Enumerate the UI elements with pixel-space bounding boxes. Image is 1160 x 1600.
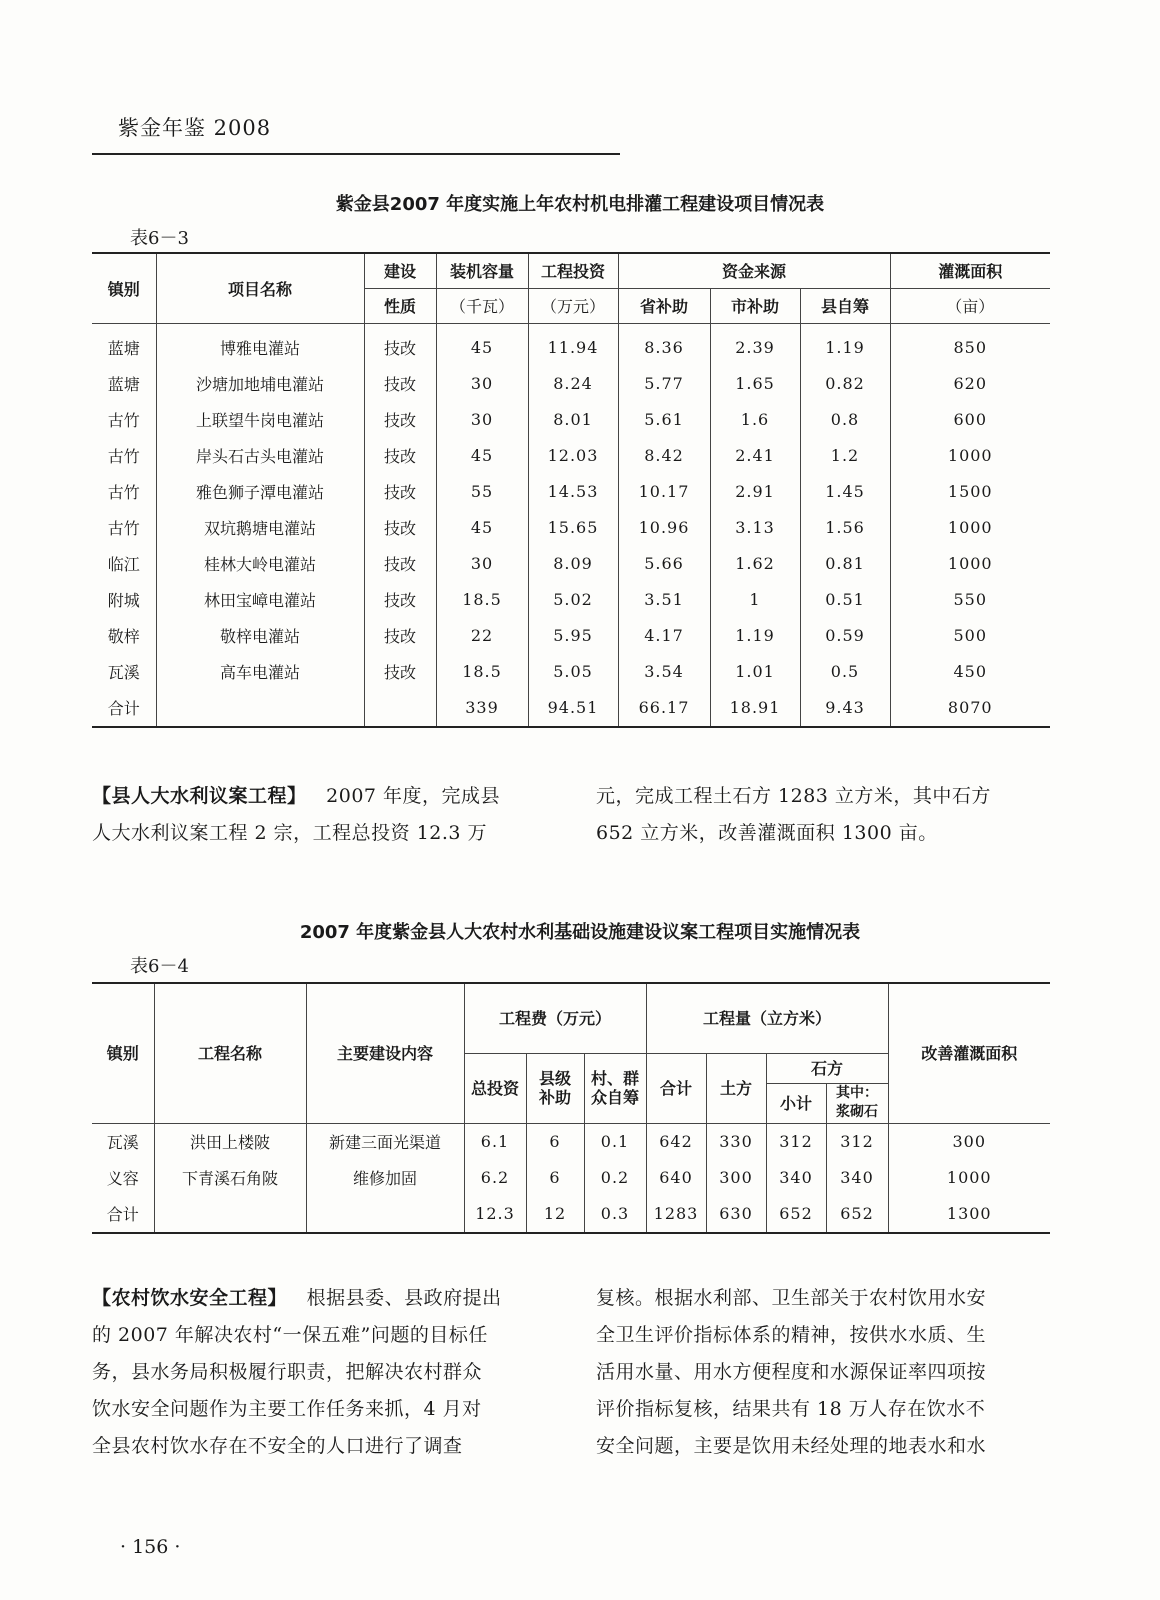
col-funding: 资金来源 xyxy=(618,253,890,288)
cell-project: 桂林大岭电灌站 xyxy=(156,546,364,582)
table2-number: 表6－4 xyxy=(130,956,189,977)
cell-municipal: 3.13 xyxy=(710,510,800,546)
section2-left-column xyxy=(92,1280,562,1465)
cell-provincial: 10.17 xyxy=(618,474,710,510)
cell-investment: 11.94 xyxy=(528,323,618,366)
col-town: 镇别 xyxy=(92,983,154,1123)
cell-municipal: 2.39 xyxy=(710,323,800,366)
col-masonry-line: 浆砌石 xyxy=(836,1104,878,1120)
col-investment-1: 工程投资 xyxy=(528,253,618,288)
col-masonry xyxy=(826,1083,888,1123)
col-earth: 土方 xyxy=(706,1053,766,1123)
table-row xyxy=(92,474,1050,510)
col-provincial: 省补助 xyxy=(618,288,710,323)
cell-project: 岸头石古头电灌站 xyxy=(156,438,364,474)
table-row xyxy=(92,1123,1050,1160)
cell-capacity: 30 xyxy=(436,546,528,582)
table1-number: 表6－3 xyxy=(130,228,189,249)
cell-total: 1283 xyxy=(646,1196,706,1233)
cell-subtotal: 312 xyxy=(766,1123,826,1160)
cell-area: 500 xyxy=(890,618,1050,654)
cell-capacity: 30 xyxy=(436,402,528,438)
cell-investment: 5.05 xyxy=(528,654,618,690)
cell-investment: 8.24 xyxy=(528,366,618,402)
cell-capacity: 30 xyxy=(436,366,528,402)
col-content: 主要建设内容 xyxy=(306,983,464,1123)
cell-area: 1500 xyxy=(890,474,1050,510)
col-county-subsidy-line: 县级 xyxy=(538,1069,571,1088)
section2-text: 饮水安全问题作为主要工作任务来抓，4 月对 xyxy=(92,1398,482,1420)
col-cost: 工程费（万元） xyxy=(464,983,646,1053)
section2-text: 活用水量、用水方便程度和水源保证率四项按 xyxy=(596,1361,987,1383)
cell-project: 雅色狮子潭电灌站 xyxy=(156,474,364,510)
cell-town: 合计 xyxy=(92,690,156,727)
cell-investment: 5.95 xyxy=(528,618,618,654)
cell-content: 维修加固 xyxy=(306,1160,464,1196)
cell-nature: 技改 xyxy=(364,402,436,438)
col-area-1: 灌溉面积 xyxy=(890,253,1050,288)
cell-total-investment: 6.2 xyxy=(464,1160,526,1196)
cell-provincial: 66.17 xyxy=(618,690,710,727)
cell-capacity: 45 xyxy=(436,323,528,366)
cell-town: 瓦溪 xyxy=(92,654,156,690)
cell-project: 沙塘加地埔电灌站 xyxy=(156,366,364,402)
cell-nature: 技改 xyxy=(364,366,436,402)
cell-nature: 技改 xyxy=(364,546,436,582)
cell-project: 敬梓电灌站 xyxy=(156,618,364,654)
table1-title: 紫金县2007 年度实施上年农村机电排灌工程建设项目情况表 xyxy=(335,194,825,215)
cell-county: 0.59 xyxy=(800,618,890,654)
col-nature-1: 建设 xyxy=(364,253,436,288)
running-head: 紫金年鉴 2008 xyxy=(118,116,272,140)
cell-self-raised: 0.1 xyxy=(584,1123,646,1160)
cell-town: 古竹 xyxy=(92,438,156,474)
cell-nature: 技改 xyxy=(364,618,436,654)
cell-project: 博雅电灌站 xyxy=(156,323,364,366)
cell-area: 1000 xyxy=(890,546,1050,582)
section2-text: 全县农村饮水存在不安全的人口进行了调查 xyxy=(92,1435,463,1457)
cell-project: 双坑鹅塘电灌站 xyxy=(156,510,364,546)
cell-provincial: 8.36 xyxy=(618,323,710,366)
col-county: 县自筹 xyxy=(800,288,890,323)
cell-investment: 8.01 xyxy=(528,402,618,438)
cell-area: 850 xyxy=(890,323,1050,366)
section2-text: 评价指标复核，结果共有 18 万人存在饮水不 xyxy=(596,1398,986,1420)
cell-capacity: 45 xyxy=(436,510,528,546)
cell-town: 古竹 xyxy=(92,510,156,546)
section2-text: 的 2007 年解决农村“一保五难”问题的目标任 xyxy=(92,1324,488,1346)
cell-county: 0.51 xyxy=(800,582,890,618)
cell-area: 620 xyxy=(890,366,1050,402)
cell-provincial: 10.96 xyxy=(618,510,710,546)
table-total-row xyxy=(92,690,1050,727)
col-municipal: 市补助 xyxy=(710,288,800,323)
table-row xyxy=(92,510,1050,546)
section2-text: 全卫生评价指标体系的精神，按供水水质、生 xyxy=(596,1324,987,1346)
cell-subtotal: 652 xyxy=(766,1196,826,1233)
col-town: 镇别 xyxy=(92,253,156,323)
table1 xyxy=(92,252,1050,728)
cell-project xyxy=(156,690,364,727)
section2-right-column xyxy=(596,1280,1066,1465)
cell-town: 敬梓 xyxy=(92,618,156,654)
cell-provincial: 4.17 xyxy=(618,618,710,654)
cell-nature: 技改 xyxy=(364,510,436,546)
section1-text: 元，完成工程土石方 1283 立方米，其中石方 xyxy=(596,785,991,807)
col-project: 项目名称 xyxy=(156,253,364,323)
cell-capacity: 22 xyxy=(436,618,528,654)
cell-earth: 630 xyxy=(706,1196,766,1233)
cell-investment: 5.02 xyxy=(528,582,618,618)
cell-county-subsidy: 6 xyxy=(526,1160,584,1196)
cell-masonry: 652 xyxy=(826,1196,888,1233)
cell-municipal: 1 xyxy=(710,582,800,618)
header-rule xyxy=(92,153,620,155)
cell-content xyxy=(306,1196,464,1233)
cell-town: 义容 xyxy=(92,1160,154,1196)
cell-nature: 技改 xyxy=(364,582,436,618)
cell-town: 临江 xyxy=(92,546,156,582)
cell-capacity: 55 xyxy=(436,474,528,510)
cell-area: 1000 xyxy=(890,510,1050,546)
cell-investment: 14.53 xyxy=(528,474,618,510)
cell-town: 瓦溪 xyxy=(92,1123,154,1160)
cell-county-subsidy: 12 xyxy=(526,1196,584,1233)
col-nature-2: 性质 xyxy=(364,288,436,323)
table2-title: 2007 年度紫金县人大农村水利基础设施建设议案工程项目实施情况表 xyxy=(299,922,861,943)
cell-municipal: 1.62 xyxy=(710,546,800,582)
cell-municipal: 1.19 xyxy=(710,618,800,654)
cell-county: 0.8 xyxy=(800,402,890,438)
cell-name xyxy=(154,1196,306,1233)
cell-town: 古竹 xyxy=(92,402,156,438)
cell-total-investment: 6.1 xyxy=(464,1123,526,1160)
col-masonry-line: 其中： xyxy=(836,1085,878,1101)
cell-nature: 技改 xyxy=(364,474,436,510)
col-capacity-2: （千瓦） xyxy=(436,288,528,323)
cell-nature: 技改 xyxy=(364,438,436,474)
table-row xyxy=(92,366,1050,402)
cell-capacity: 18.5 xyxy=(436,654,528,690)
cell-county: 1.19 xyxy=(800,323,890,366)
cell-town: 附城 xyxy=(92,582,156,618)
cell-municipal: 2.41 xyxy=(710,438,800,474)
col-investment-2: （万元） xyxy=(528,288,618,323)
cell-area: 1300 xyxy=(888,1196,1050,1233)
cell-town: 蓝塘 xyxy=(92,366,156,402)
cell-masonry: 340 xyxy=(826,1160,888,1196)
cell-subtotal: 340 xyxy=(766,1160,826,1196)
section1-right-column xyxy=(596,778,1056,852)
section2-text: 根据县委、县政府提出 xyxy=(306,1287,502,1309)
cell-area: 450 xyxy=(890,654,1050,690)
table-row xyxy=(92,654,1050,690)
cell-capacity: 339 xyxy=(436,690,528,727)
col-total-investment: 总投资 xyxy=(464,1053,526,1123)
cell-project: 林田宝嶂电灌站 xyxy=(156,582,364,618)
cell-provincial: 3.51 xyxy=(618,582,710,618)
cell-municipal: 1.01 xyxy=(710,654,800,690)
col-subtotal: 小计 xyxy=(766,1083,826,1123)
section2-lead: 【农村饮水安全工程】 xyxy=(92,1287,288,1309)
cell-self-raised: 0.2 xyxy=(584,1160,646,1196)
cell-area: 8070 xyxy=(890,690,1050,727)
cell-investment: 8.09 xyxy=(528,546,618,582)
cell-area: 1000 xyxy=(888,1160,1050,1196)
cell-provincial: 5.66 xyxy=(618,546,710,582)
cell-provincial: 8.42 xyxy=(618,438,710,474)
col-self-raised-line: 村、群 xyxy=(590,1069,639,1088)
cell-town: 合计 xyxy=(92,1196,154,1233)
table-row xyxy=(92,582,1050,618)
section1-text: 652 立方米，改善灌溉面积 1300 亩。 xyxy=(596,822,938,844)
cell-nature: 技改 xyxy=(364,323,436,366)
section2-text: 安全问题，主要是饮用未经处理的地表水和水 xyxy=(596,1435,987,1457)
cell-nature: 技改 xyxy=(364,654,436,690)
cell-self-raised: 0.3 xyxy=(584,1196,646,1233)
cell-area: 300 xyxy=(888,1123,1050,1160)
cell-project: 高车电灌站 xyxy=(156,654,364,690)
cell-town: 古竹 xyxy=(92,474,156,510)
col-volume: 工程量（立方米） xyxy=(646,983,888,1053)
table-row xyxy=(92,618,1050,654)
cell-earth: 330 xyxy=(706,1123,766,1160)
cell-investment: 94.51 xyxy=(528,690,618,727)
table2 xyxy=(92,982,1050,1234)
table-row xyxy=(92,438,1050,474)
cell-county: 1.56 xyxy=(800,510,890,546)
col-capacity-1: 装机容量 xyxy=(436,253,528,288)
cell-provincial: 3.54 xyxy=(618,654,710,690)
cell-municipal: 2.91 xyxy=(710,474,800,510)
cell-county: 0.81 xyxy=(800,546,890,582)
col-area: 改善灌溉面积 xyxy=(888,983,1050,1123)
cell-county: 9.43 xyxy=(800,690,890,727)
col-total: 合计 xyxy=(646,1053,706,1123)
section1-text: 2007 年度，完成县 xyxy=(326,785,501,807)
cell-county: 1.2 xyxy=(800,438,890,474)
table-row xyxy=(92,546,1050,582)
table-total-row xyxy=(92,1196,1050,1233)
cell-municipal: 1.65 xyxy=(710,366,800,402)
cell-municipal: 18.91 xyxy=(710,690,800,727)
cell-capacity: 18.5 xyxy=(436,582,528,618)
cell-name: 下青溪石角陂 xyxy=(154,1160,306,1196)
cell-area: 600 xyxy=(890,402,1050,438)
col-self-raised-line: 众自筹 xyxy=(590,1088,639,1107)
cell-county: 0.82 xyxy=(800,366,890,402)
cell-total: 640 xyxy=(646,1160,706,1196)
cell-county: 0.5 xyxy=(800,654,890,690)
cell-nature xyxy=(364,690,436,727)
col-area-2: （亩） xyxy=(890,288,1050,323)
section1-left-column xyxy=(92,778,552,852)
col-stone: 石方 xyxy=(766,1053,888,1083)
cell-area: 550 xyxy=(890,582,1050,618)
section2-text: 复核。根据水利部、卫生部关于农村饮用水安 xyxy=(596,1287,987,1309)
cell-provincial: 5.77 xyxy=(618,366,710,402)
cell-earth: 300 xyxy=(706,1160,766,1196)
cell-town: 蓝塘 xyxy=(92,323,156,366)
col-name: 工程名称 xyxy=(154,983,306,1123)
cell-content: 新建三面光渠道 xyxy=(306,1123,464,1160)
cell-area: 1000 xyxy=(890,438,1050,474)
cell-masonry: 312 xyxy=(826,1123,888,1160)
cell-project: 上联望牛岗电灌站 xyxy=(156,402,364,438)
cell-municipal: 1.6 xyxy=(710,402,800,438)
page-number: · 156 · xyxy=(120,1536,181,1558)
cell-capacity: 45 xyxy=(436,438,528,474)
cell-investment: 12.03 xyxy=(528,438,618,474)
cell-investment: 15.65 xyxy=(528,510,618,546)
cell-total-investment: 12.3 xyxy=(464,1196,526,1233)
cell-total: 642 xyxy=(646,1123,706,1160)
cell-county-subsidy: 6 xyxy=(526,1123,584,1160)
cell-provincial: 5.61 xyxy=(618,402,710,438)
cell-county: 1.45 xyxy=(800,474,890,510)
section2-text: 务，县水务局积极履行职责，把解决农村群众 xyxy=(92,1361,483,1383)
col-county-subsidy-line: 补助 xyxy=(538,1088,571,1107)
col-county-subsidy xyxy=(526,1053,584,1123)
col-self-raised xyxy=(584,1053,646,1123)
table-row xyxy=(92,323,1050,366)
table-row xyxy=(92,402,1050,438)
section1-lead: 【县人大水利议案工程】 xyxy=(92,785,307,807)
section1-text: 人大水利议案工程 2 宗，工程总投资 12.3 万 xyxy=(92,822,488,844)
cell-name: 洪田上楼陂 xyxy=(154,1123,306,1160)
table-row xyxy=(92,1160,1050,1196)
